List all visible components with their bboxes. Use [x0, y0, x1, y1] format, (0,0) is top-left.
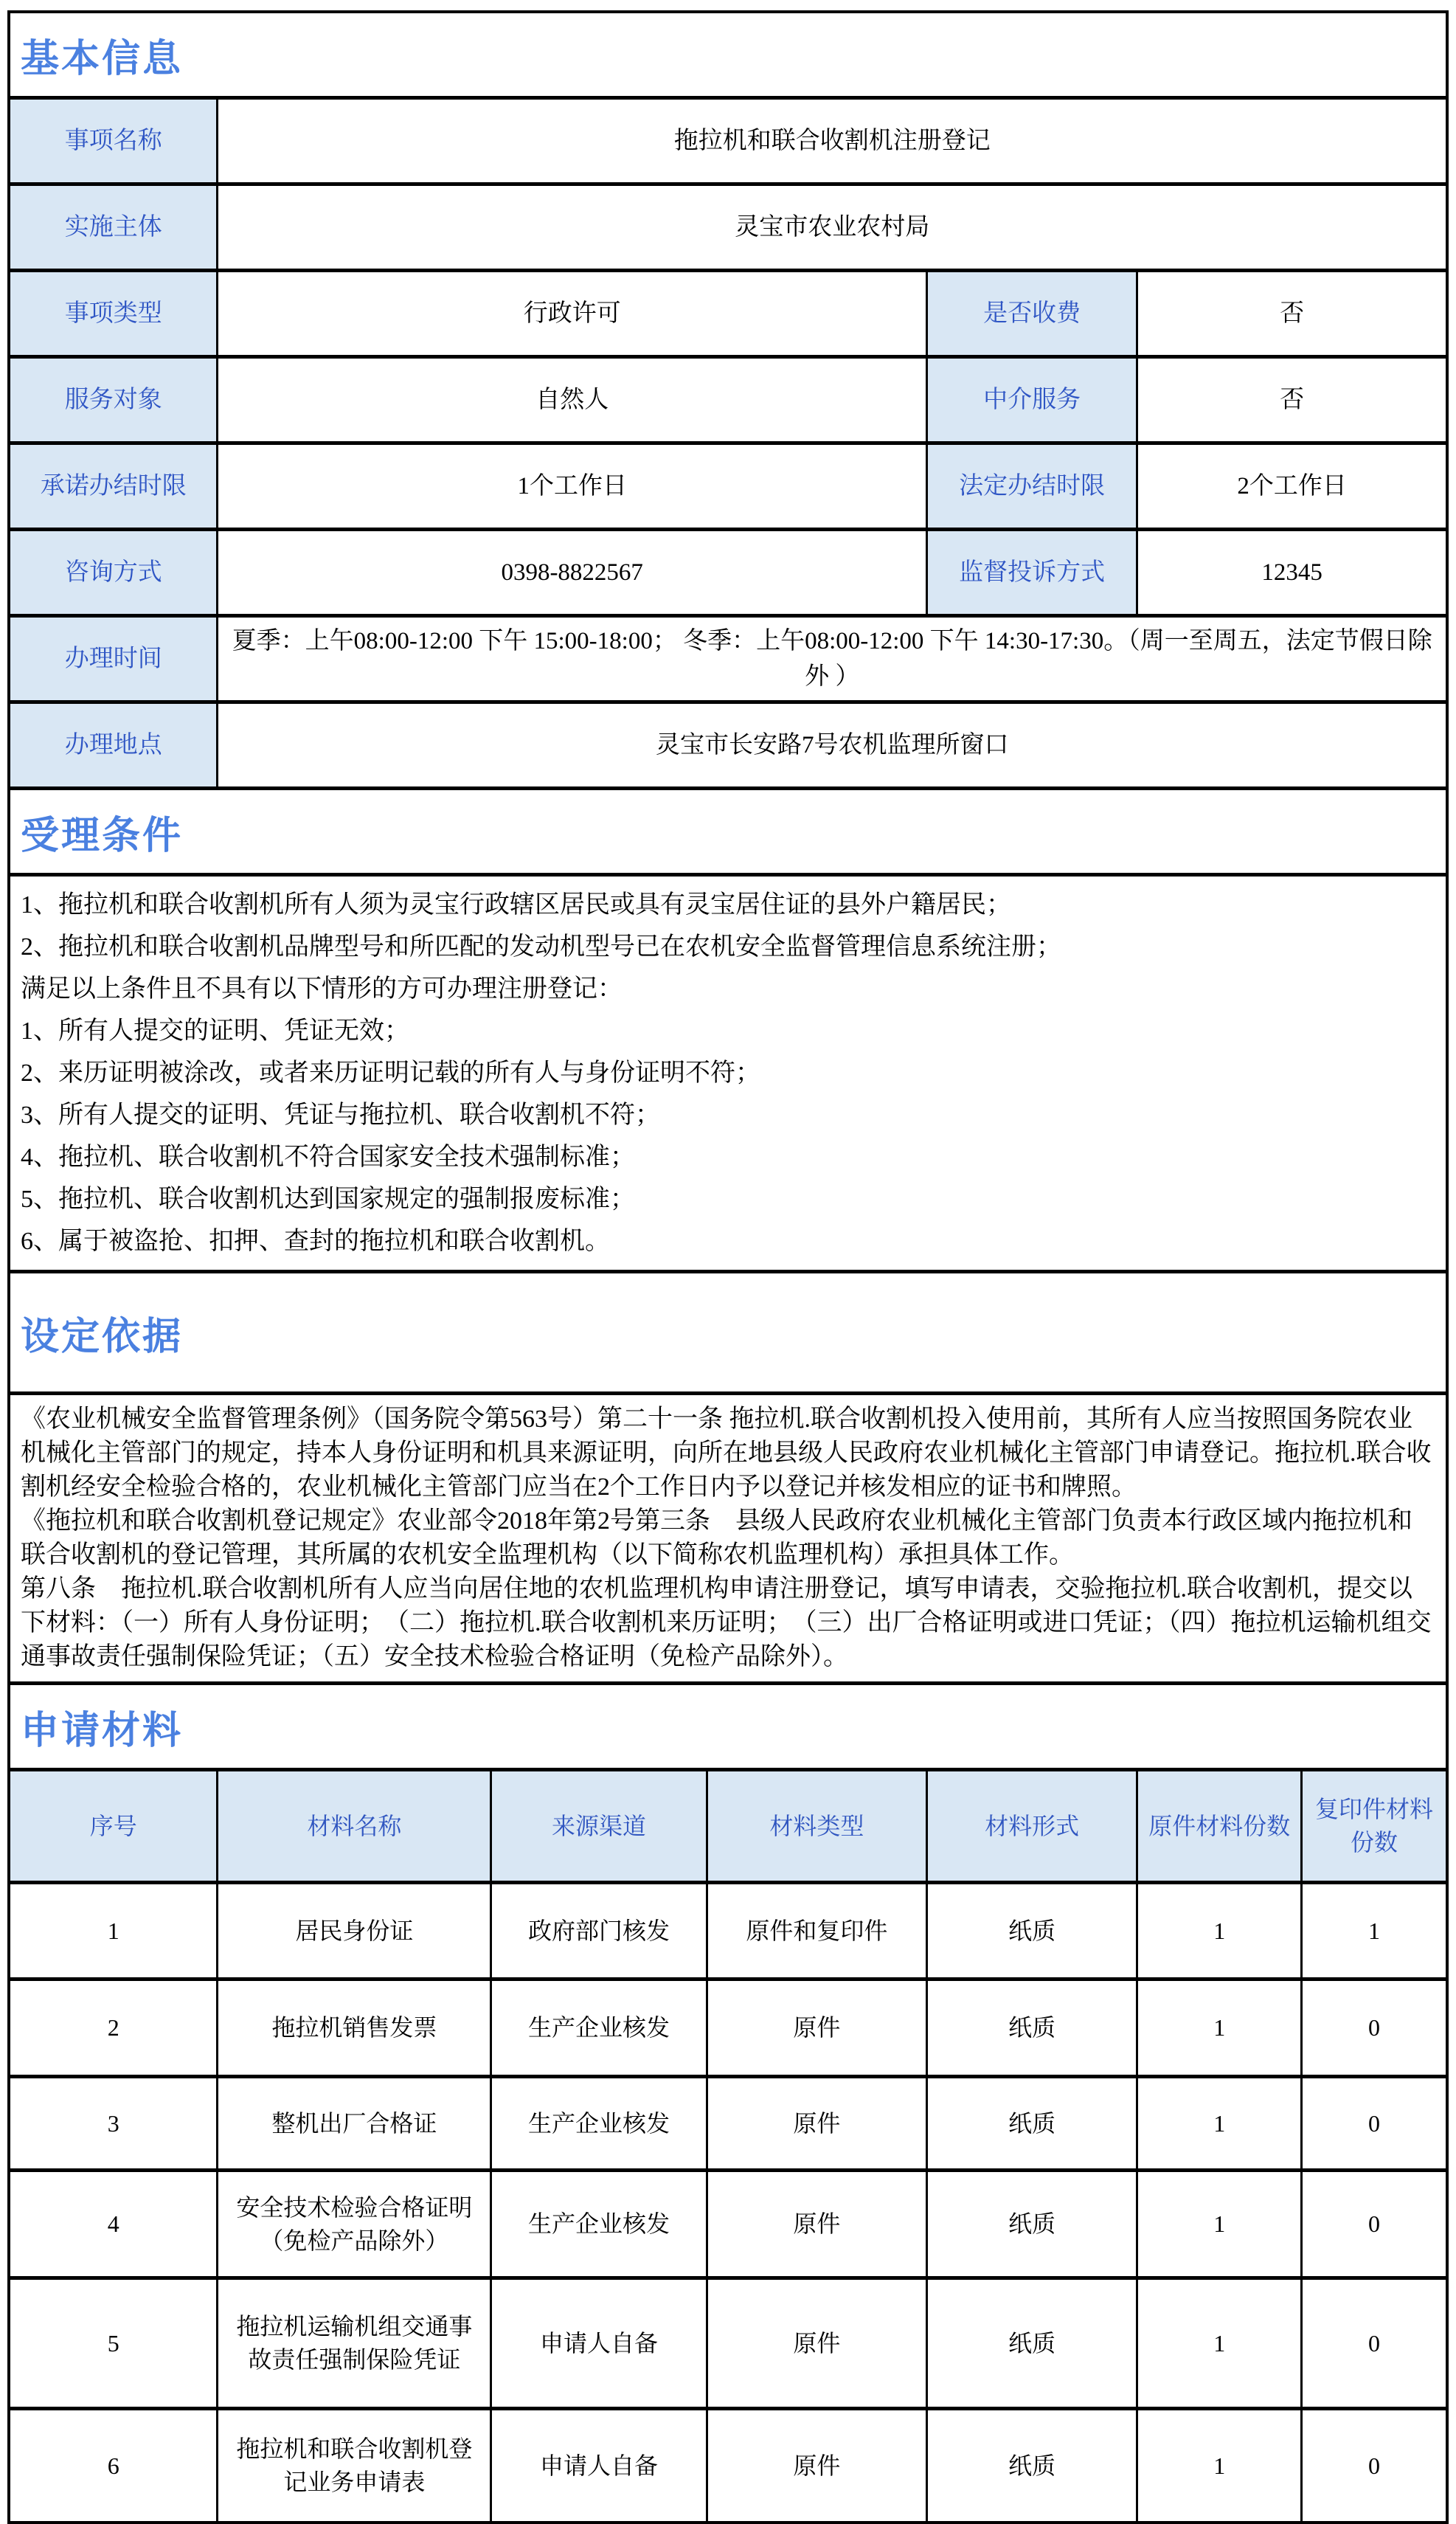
- section-title-basic-info: 基本信息: [21, 37, 184, 80]
- table-cell: 原件: [706, 2410, 926, 2521]
- condition-line: 2、拖拉机和联合收割机品牌型号和所匹配的发动机型号已在农机安全监督管理信息系统注册；: [21, 933, 1061, 961]
- table-cell: 原件和复印件: [706, 1884, 926, 1977]
- table-cell: 1: [107, 1917, 119, 1944]
- table-row-service-target: [10, 359, 1446, 445]
- table-cell: 纸质: [926, 2280, 1136, 2407]
- service-info-document: [7, 10, 1449, 2524]
- row-label: 中介服务: [926, 359, 1136, 441]
- table-cell: 1: [1300, 1884, 1446, 1977]
- condition-line: 3、所有人提交的证明、凭证与拖拉机、联合收割机不符；: [21, 1102, 660, 1129]
- row-value: 夏季：上午08:00-12:00 下午 15:00-18:00； 冬季：上午08:00-12:00 下午 14:30-17:30。（周一至周五，法定节假日除外 ）: [216, 618, 1446, 700]
- table-cell: 居民身份证: [216, 1884, 490, 1977]
- table-cell: 申请人自备: [490, 2280, 705, 2407]
- row-value: 12345: [1136, 531, 1446, 614]
- table-cell: 0: [1300, 2410, 1446, 2521]
- table-cell: 0: [1300, 2172, 1446, 2276]
- table-row-material-1: [10, 1881, 1446, 1977]
- table-cell: 0: [1300, 1981, 1446, 2075]
- table-cell: 5: [107, 2329, 119, 2357]
- row-label: 办理时间: [10, 618, 216, 700]
- table-row-item-name: [10, 100, 1446, 186]
- table-cell: 纸质: [926, 2078, 1136, 2168]
- table-cell: 1: [1136, 1981, 1300, 2075]
- section-header-conditions: [10, 790, 1446, 877]
- table-row-material-2: [10, 1977, 1446, 2075]
- table-cell: 原件: [706, 2280, 926, 2407]
- table-cell: 纸质: [926, 1884, 1136, 1977]
- condition-line: 满足以上条件且不具有以下情形的方可办理注册登记：: [21, 975, 623, 1003]
- table-cell: 整机出厂合格证: [216, 2078, 490, 2168]
- table-cell: 1: [1136, 2410, 1300, 2521]
- table-cell: 1: [1136, 2172, 1300, 2276]
- row-value: 0398-8822567: [216, 531, 926, 614]
- row-label: 事项名称: [10, 100, 216, 182]
- table-cell: 拖拉机和联合收割机登记业务申请表: [216, 2410, 490, 2521]
- row-label: 办理地点: [10, 704, 216, 786]
- section-title-conditions: 受理条件: [21, 814, 184, 857]
- row-value: 灵宝市长安路7号农机监理所窗口: [216, 704, 1446, 786]
- column-header-seq: 序号: [10, 1771, 216, 1881]
- table-row-material-4: [10, 2168, 1446, 2276]
- column-header-photocopy-copies: 复印件材料份数: [1300, 1771, 1446, 1881]
- row-label: 服务对象: [10, 359, 216, 441]
- materials-header-row: [10, 1771, 1446, 1881]
- table-cell: 安全技术检验合格证明（免检产品除外）: [216, 2172, 490, 2276]
- table-cell: 原件: [706, 2078, 926, 2168]
- condition-line: 1、所有人提交的证明、凭证无效；: [21, 1017, 409, 1045]
- table-row-office-location: [10, 704, 1446, 790]
- row-value: 行政许可: [216, 272, 926, 355]
- table-row-implementer: [10, 186, 1446, 272]
- table-cell: 6: [107, 2452, 119, 2479]
- column-header-material-type: 材料类型: [706, 1771, 926, 1881]
- table-cell: 拖拉机运输机组交通事故责任强制保险凭证: [216, 2280, 490, 2407]
- table-row-time-limit: [10, 445, 1446, 531]
- legal-basis-paragraph: 《拖拉机和联合收割机登记规定》农业部令2018年第2号第三条 县级人民政府农业机械化主管部门负责本行政区域内拖拉机和联合收割机的登记管理，其所属的农机安全监理机构（以下简称农机监理机构）承担具体工作。: [21, 1507, 1412, 1569]
- table-cell: 拖拉机销售发票: [216, 1981, 490, 2075]
- row-label: 事项类型: [10, 272, 216, 355]
- column-header-material-form: 材料形式: [926, 1771, 1136, 1881]
- table-cell: 0: [1300, 2078, 1446, 2168]
- condition-line: 6、属于被盗抢、扣押、查封的拖拉机和联合收割机。: [21, 1228, 610, 1255]
- row-label: 是否收费: [926, 272, 1136, 355]
- row-value: 2个工作日: [1136, 445, 1446, 528]
- table-cell: 申请人自备: [490, 2410, 705, 2521]
- table-row-material-6: [10, 2407, 1446, 2521]
- section-title-materials: 申请材料: [21, 1709, 184, 1752]
- materials-table: [10, 1771, 1446, 2521]
- row-value: 1个工作日: [216, 445, 926, 528]
- table-cell: 2: [107, 2014, 119, 2041]
- table-cell: 原件: [706, 2172, 926, 2276]
- table-cell: 生产企业核发: [490, 2078, 705, 2168]
- table-row-item-type: [10, 272, 1446, 359]
- condition-line: 2、来历证明被涂改，或者来历证明记载的所有人与身份证明不符；: [21, 1059, 760, 1087]
- table-cell: 纸质: [926, 2410, 1136, 2521]
- condition-line: 1、拖拉机和联合收割机所有人须为灵宝行政辖区居民或具有灵宝居住证的县外户籍居民；: [21, 891, 1011, 919]
- row-value: 否: [1136, 272, 1446, 355]
- table-cell: 生产企业核发: [490, 2172, 705, 2276]
- row-label: 监督投诉方式: [926, 531, 1136, 614]
- table-row-office-hours: [10, 618, 1446, 704]
- legal-basis-text-block: [10, 1395, 1446, 1685]
- row-label: 咨询方式: [10, 531, 216, 614]
- legal-basis-paragraph: 第八条 拖拉机.联合收割机所有人应当向居住地的农机监理机构申请注册登记，填写申请表，交验拖拉机.联合收割机，提交以下材料：（一）所有人身份证明； （二）拖拉机.联合收割机来历证明； （三）出厂合格证明或进口凭证；（四）拖拉机运输机组交通事故责任强制保险凭证；（五）安全技术检验合格证明（免检产品除外）。: [21, 1575, 1432, 1670]
- legal-basis-paragraph: 《农业机械安全监督管理条例》（国务院令第563号）第二十一条 拖拉机.联合收割机投入使用前，其所有人应当按照国务院农业机械化主管部门的规定，持本人身份证明和机具来源证明，向所在地县级人民政府农业机械化主管部门申请登记。拖拉机.联合收割机经安全检验合格的，农业机械化主管部门应当在2个工作日内予以登记并核发相应的证书和牌照。: [21, 1406, 1432, 1501]
- table-cell: 0: [1300, 2280, 1446, 2407]
- table-row-material-5: [10, 2276, 1446, 2407]
- section-title-legal-basis: 设定依据: [21, 1315, 184, 1358]
- row-label: 法定办结时限: [926, 445, 1136, 528]
- column-header-original-copies: 原件材料份数: [1136, 1771, 1300, 1881]
- table-cell: 4: [107, 2210, 119, 2237]
- table-row-consult: [10, 531, 1446, 618]
- row-value: 自然人: [216, 359, 926, 441]
- table-cell: 1: [1136, 1884, 1300, 1977]
- column-header-source: 来源渠道: [490, 1771, 705, 1881]
- row-label: 实施主体: [10, 186, 216, 269]
- table-cell: 生产企业核发: [490, 1981, 705, 2075]
- row-value: 否: [1136, 359, 1446, 441]
- section-header-materials: [10, 1685, 1446, 1771]
- conditions-text-block: [10, 877, 1446, 1273]
- row-value: 灵宝市农业农村局: [216, 186, 1446, 269]
- table-cell: 政府部门核发: [490, 1884, 705, 1977]
- column-header-material-name: 材料名称: [216, 1771, 490, 1881]
- row-value: 拖拉机和联合收割机注册登记: [216, 100, 1446, 182]
- condition-line: 5、拖拉机、联合收割机达到国家规定的强制报废标准；: [21, 1186, 635, 1213]
- table-cell: 1: [1136, 2280, 1300, 2407]
- section-header-basic-info: [10, 13, 1446, 100]
- table-cell: 原件: [706, 1981, 926, 2075]
- table-cell: 纸质: [926, 2172, 1136, 2276]
- row-label: 承诺办结时限: [10, 445, 216, 528]
- condition-line: 4、拖拉机、联合收割机不符合国家安全技术强制标准；: [21, 1144, 635, 1171]
- table-cell: 1: [1136, 2078, 1300, 2168]
- table-cell: 3: [107, 2109, 119, 2137]
- basic-info-table: [10, 100, 1446, 790]
- table-cell: 纸质: [926, 1981, 1136, 2075]
- section-header-legal-basis: [10, 1273, 1446, 1395]
- table-row-material-3: [10, 2075, 1446, 2168]
